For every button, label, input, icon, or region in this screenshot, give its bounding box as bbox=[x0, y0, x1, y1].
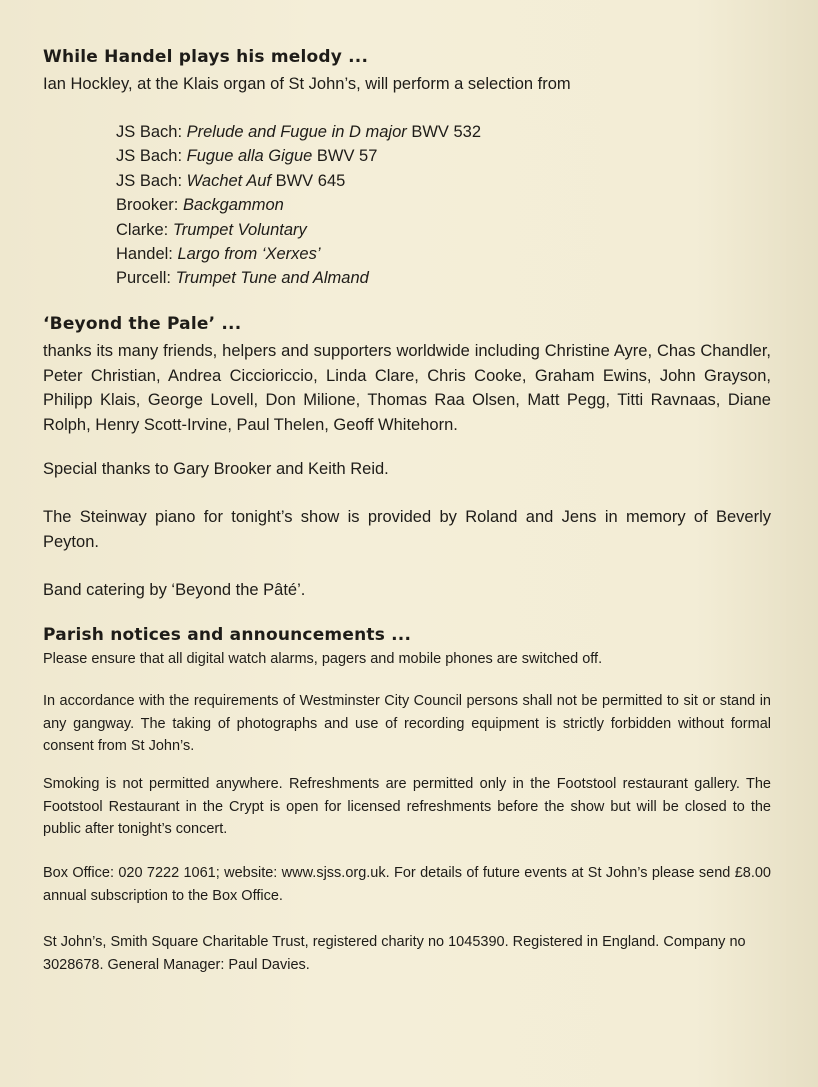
work-title: Backgammon bbox=[182, 196, 284, 215]
composer: JS Bach: bbox=[116, 171, 187, 190]
handel-heading: While Handel plays his melody ... bbox=[43, 47, 369, 67]
work-title: Largo from ‘Xerxes’ bbox=[177, 245, 321, 264]
alarms-notice: Please ensure that all digital watch alarms, pagers and mobile phones are switched off. bbox=[43, 651, 603, 667]
work-title: Wachet Auf bbox=[186, 171, 272, 190]
charity-notice: St John’s, Smith Square Charitable Trust, registered charity no 1045390. Registered in England. Company no 3028678. General Manager: Paul Davies. bbox=[43, 934, 746, 973]
composer: Purcell: bbox=[116, 269, 176, 288]
piano-note: The Steinway piano for tonight’s show is provided by Roland and Jens in memory of Beverly Peyton. bbox=[43, 508, 771, 551]
programme-item bbox=[116, 120, 481, 144]
special-thanks: Special thanks to Gary Brooker and Keith Reid. bbox=[43, 460, 389, 478]
composer: Handel: bbox=[116, 245, 178, 264]
programme-item bbox=[116, 218, 481, 242]
composer: JS Bach: bbox=[116, 123, 187, 141]
composer: Brooker: bbox=[116, 196, 183, 215]
notices-heading: Parish notices and announcements ... bbox=[43, 625, 412, 645]
work-title: Fugue alla Gigue bbox=[186, 147, 313, 166]
programme-item bbox=[116, 193, 481, 217]
work-title: Prelude and Fugue in D major bbox=[186, 123, 407, 141]
council-notice: In accordance with the requirements of Westminster City Council persons shall not be permitted to sit or stand in any gangway. The taking of photographs and use of recording equipment is strictly forbidden without formal consent from St John’s. bbox=[43, 693, 771, 754]
programme-item bbox=[116, 144, 481, 168]
programme-item bbox=[116, 169, 481, 193]
organ-intro: Ian Hockley, at the Klais organ of St John’s, will perform a selection from bbox=[43, 75, 571, 93]
pale-heading: ‘Beyond the Pale’ ... bbox=[43, 314, 242, 334]
composer: Clarke: bbox=[116, 220, 173, 239]
catalogue-number: BWV 532 bbox=[406, 123, 482, 141]
catalogue-number: BWV 645 bbox=[271, 171, 346, 190]
programme-item bbox=[116, 266, 481, 290]
smoking-notice: Smoking is not permitted anywhere. Refreshments are permitted only in the Footstool restaurant gallery. The Footstool Restaurant in the Crypt is open for licensed refreshments before the show but will be closed to the public after tonight’s concert. bbox=[43, 776, 771, 837]
catalogue-number: BWV 57 bbox=[312, 147, 378, 166]
organ-programme-list bbox=[116, 120, 481, 291]
thanks-paragraph: thanks its many friends, helpers and supporters worldwide including Christine Ayre, Chas Chandler, Peter Christian, Andrea Ciccioriccio, Linda Clare, Chris Cooke, Graham Ewins, John Grayson, Philipp Klais, George Lovell, Don Milione, Thomas Raa Olsen, Matt Pegg, Titti Ravnaas, Diane Rolph, Henry Scott-Irvine, Paul Thelen, Geoff Whitehorn. bbox=[43, 342, 771, 434]
composer: JS Bach: bbox=[116, 147, 187, 166]
catering-note: Band catering by ‘Beyond the Pâté’. bbox=[43, 581, 306, 599]
box-office-notice: Box Office: 020 7222 1061; website: www.sjss.org.uk. For details of future events at St John’s please send £8.00 annual subscription to the Box Office. bbox=[43, 865, 771, 904]
programme-item bbox=[116, 242, 481, 266]
work-title: Trumpet Tune and Almand bbox=[175, 269, 369, 288]
work-title: Trumpet Voluntary bbox=[172, 220, 307, 239]
